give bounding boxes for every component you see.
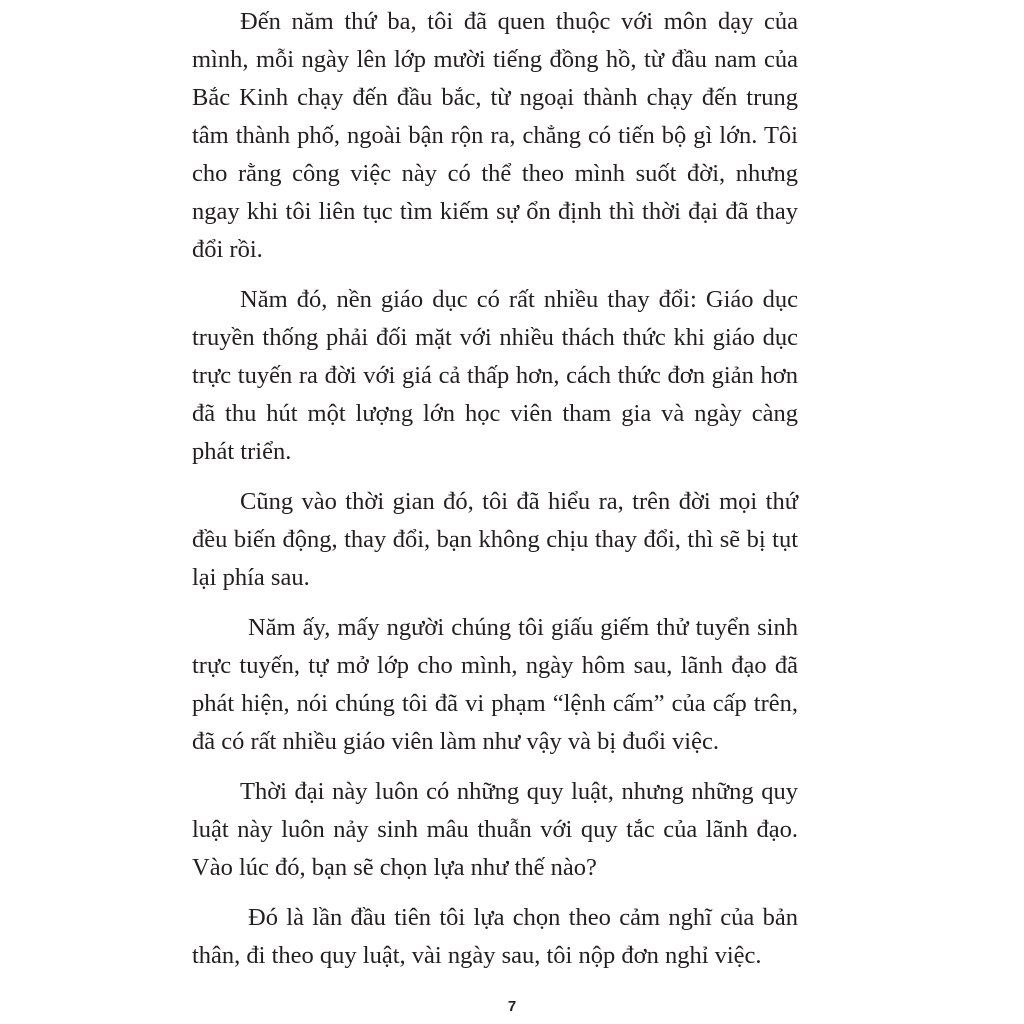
text-line: luật này luôn nảy sinh mâu thuẫn với quy tắc của lãnh đạo. <box>192 816 798 843</box>
text-line: Cũng vào thời gian đó, tôi đã hiểu ra, trên đời mọi thứ <box>240 488 798 515</box>
text-line: ngay khi tôi liên tục tìm kiếm sự ổn định thì thời đại đã thay <box>192 198 798 225</box>
page-number: 7 <box>507 998 517 1015</box>
text-line: đã có rất nhiều giáo viên làm như vậy và bị đuổi việc. <box>192 728 719 755</box>
text-line: Năm đó, nền giáo dục có rất nhiều thay đổi: Giáo dục <box>240 286 798 313</box>
paragraph <box>192 281 798 471</box>
text-line: đổi rồi. <box>192 236 263 263</box>
paragraph <box>192 609 798 761</box>
text-line: cho rằng công việc này có thể theo mình suốt đời, nhưng <box>192 160 798 187</box>
text-line: trực tuyến ra đời với giá cả thấp hơn, cách thức đơn giản hơn <box>192 362 798 389</box>
text-line: truyền thống phải đối mặt với nhiều thách thức khi giáo dục <box>192 324 798 351</box>
text-line: Năm ấy, mấy người chúng tôi giấu giếm thử tuyển sinh <box>248 614 798 641</box>
paragraph <box>192 773 798 887</box>
text-line: lại phía sau. <box>192 564 310 591</box>
paragraph <box>192 899 798 975</box>
text-line: Vào lúc đó, bạn sẽ chọn lựa như thế nào? <box>192 854 597 881</box>
text-line: phát hiện, nói chúng tôi đã vi phạm “lệnh cấm” của cấp trên, <box>192 690 798 717</box>
text-line: đã thu hút một lượng lớn học viên tham gia và ngày càng <box>192 400 798 427</box>
text-line: Bắc Kinh chạy đến đầu bắc, từ ngoại thành chạy đến trung <box>192 84 798 111</box>
text-line: Đến năm thứ ba, tôi đã quen thuộc với môn dạy của <box>240 8 798 35</box>
text-line: đều biến động, thay đổi, bạn không chịu thay đổi, thì sẽ bị tụt <box>192 526 798 553</box>
text-line: trực tuyến, tự mở lớp cho mình, ngày hôm sau, lãnh đạo đã <box>192 652 798 679</box>
text-line: tâm thành phố, ngoài bận rộn ra, chẳng có tiến bộ gì lớn. Tôi <box>192 122 798 149</box>
paragraph <box>192 3 798 269</box>
text-line: phát triển. <box>192 438 292 465</box>
text-line: Thời đại này luôn có những quy luật, nhưng những quy <box>240 778 798 805</box>
page-body <box>192 3 798 987</box>
text-line: thân, đi theo quy luật, vài ngày sau, tôi nộp đơn nghỉ việc. <box>192 942 762 969</box>
text-line: mình, mỗi ngày lên lớp mười tiếng đồng hồ, từ đầu nam của <box>192 46 798 73</box>
text-line: Đó là lần đầu tiên tôi lựa chọn theo cảm nghĩ của bản <box>248 904 798 931</box>
paragraph <box>192 483 798 597</box>
